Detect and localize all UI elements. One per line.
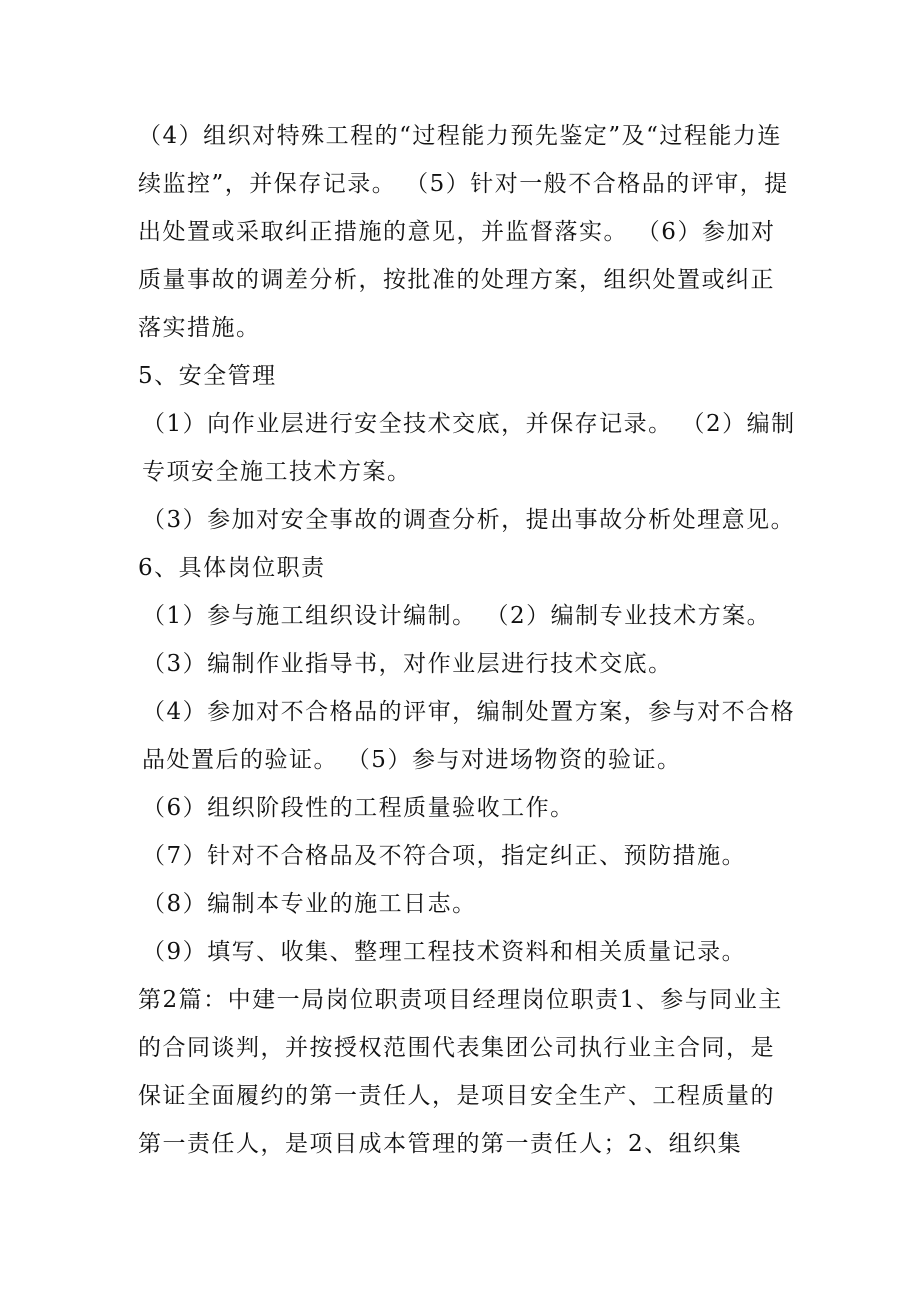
document-body — [138, 112, 798, 1168]
paragraph-quality-items: （4）组织对特殊工程的“过程能力预先鉴定”及“过程能力连续监控”，并保存记录。 （5）针对一般不合格品的评审，提出处置或采取纠正措施的意见，并监督落实。 （6）参加对质量事故的调差分析，按批准的处理方案，组织处置或纠正落实措施。 — [138, 123, 789, 341]
paragraph-safety-3: （3）参加对安全事故的调查分析，提出事故分析处理意见。 — [142, 507, 796, 533]
heading-specific-duties: 6、具体岗位职责 — [138, 555, 326, 581]
paragraph-duty-8: （8）编制本专业的施工日志。 — [142, 891, 477, 917]
paragraph-duty-1-2: （1）参与施工组织设计编制。 （2）编制专业技术方案。 — [142, 603, 772, 629]
paragraph-duty-9: （9）填写、收集、整理工程技术资料和相关质量记录。 — [142, 939, 747, 965]
paragraph-duty-7: （7）针对不合格品及不符合项，指定纠正、预防措施。 — [142, 843, 747, 869]
heading-safety-management: 5、安全管理 — [138, 363, 277, 389]
paragraph-duty-3: （3）编制作业指导书，对作业层进行技术交底。 — [142, 651, 673, 677]
paragraph-safety-1-2: （1）向作业层进行安全技术交底，并保存记录。 （2）编制专项安全施工技术方案。 — [142, 411, 796, 485]
paragraph-duty-4-5: （4）参加对不合格品的评审，编制处置方案，参与对不合格品处置后的验证。 （5）参与对进场物资的验证。 — [142, 699, 796, 773]
paragraph-article-2: 第2篇：中建一局岗位职责项目经理岗位职责1、参与同业主的合同谈判，并按授权范围代表集团公司执行业主合同，是保证全面履约的第一责任人，是项目安全生产、工程质量的第一责任人，是项目成本管理的第一责任人；2、组织集 — [138, 987, 783, 1157]
paragraph-duty-6: （6）组织阶段性的工程质量验收工作。 — [142, 795, 575, 821]
